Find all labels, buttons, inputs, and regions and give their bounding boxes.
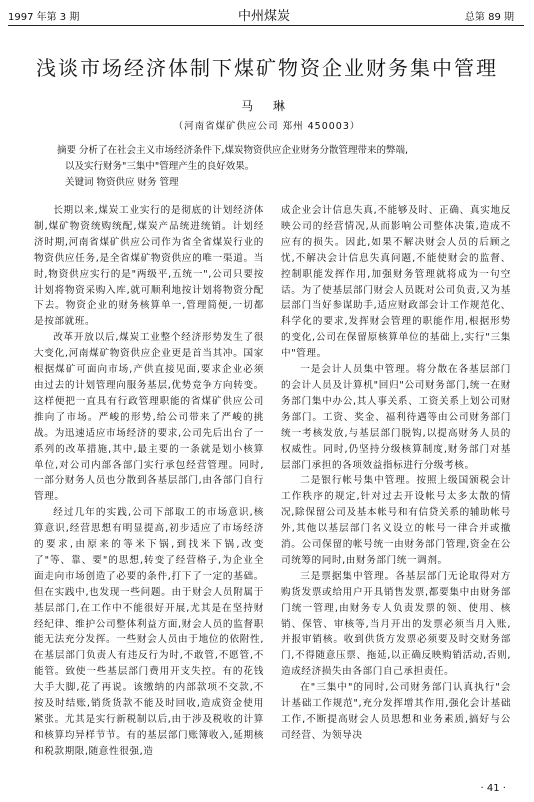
article-title: 浅谈市场经济体制下煤矿物资企业财务集中管理 — [36, 56, 498, 80]
paragraph: 一是会计人员集中管理。将分散在各基层部门的会计人员及计算机"回归"公司财务部门,统一在财务部门集中办公,其人事关系、工资关系上划公司财务部门。工资、奖金、福利待遇等由公司财务部门统一考核发放,与基层部门脱钩,以提高财务人员的权威性。同时,仍坚持分级核算制度,财务部门对基层部门承担的各项效益指标进行分级考核。 — [281, 364, 511, 471]
header-rule — [8, 25, 524, 26]
paragraph: 经过几年的实践,公司下部取工的市场意识,核算意识,经营思想有明显提高,初步适应了市场经济的要求,由原来的等米下锅,到找米下锅,改变了"等、靠、要"的思想,转变了经营格子,为企业全面走向市场创造了必要的条件,打下了一定的基础。但在实践中,也发现一些问题。由于财会人员附属于基层部门,在工作中不能很好开展,尤其是在坚持财经纪律、维护公司整体利益方面,财会人员的监督职能无法充分发挥。一些财会人员由于地位的依附性,在基层部门负责人有违反行为时,不敢管,不愿管,不能管。致使一些基层部门费用开支失控。有的花钱大手大脚,花了再说。该缴纳的内部款项不交款,不按及时结账,销货货款不能及时回收,造成资金使用紧张。尤其是实行新税制以后,由于涉及税收的计算和核算均异样节节。有的基层部门账簿收入,延期核和税款期限,随意性很强,造 — [34, 507, 264, 757]
page-number: · 41 · — [480, 783, 506, 794]
paragraph: 改革开放以后,煤炭工业整个经济形势发生了很大变化,河南煤矿物资供应企业更是首当其冲。国家根据煤矿可面向市场,产供直接见面,要求企业必须由过去的计划管理向服务基层,优势竞争方向转变。这样便把一直具有行政管理职能的省煤矿供应公司推向了市场。严峻的形势,给公司带来了严峻的挑战。为迅速适应市场经济的要求,公司先后出台了一系列的改革措施,其中,最主要的一条就是划小核算单位,对公司内部各部门实行承包经营管理。同时,一部分财务人员也分散到各基层部门,由各部门自行管理。 — [34, 332, 264, 503]
paragraph: 三是票据集中管理。各基层部门无论取得对方购货发票或给用户开具销售发票,都要集中由财务部门统一管理,由财务专人负责发票的领、使用、核销、保管、审核等,当月开出的发票必须当月入账,并报审销核。收到供货方发票必须要及时交财务部门,不得随意压票、拖延,以正确反映购销活动,否则,造成经济损失由各部门自己承担责任。 — [281, 570, 511, 678]
author-name: 马 琳 — [241, 99, 293, 113]
issue-label: 1997 年第 3 期 — [8, 12, 80, 23]
paragraph: 长期以来,煤炭工业实行的是彻底的计划经济体制,煤矿物资统购统配,煤炭产品统进统销。计划经济时期,河南省煤矿供应公司作为省全省煤炭行业的物资供应任务,是全省煤矿物资供应的唯一渠道。当时,物资供应实行的是"两级平,五统一",公司只要按计划将物资采购入库,就可顺利地按计划将物资分配下去。物资企业的财务核算单一,管理简便,一切都是按部就班。 — [34, 205, 264, 328]
left-column — [34, 203, 264, 760]
keywords: 关键词 物资供应 财务 管理 — [65, 177, 179, 188]
right-column — [281, 203, 511, 744]
author-affiliation: （河南省煤矿供应公司 郑州 450003） — [173, 121, 361, 132]
abstract-line: 以及实行财务"三集中"管理产生的良好效果。 — [65, 161, 255, 172]
running-header — [0, 0, 534, 28]
abstract-line: 摘要 分析了在社会主义市场经济条件下,煤炭物资供应企业财务分散管理带来的弊端, — [57, 145, 409, 156]
abstract — [57, 143, 487, 191]
paragraph: 成企业会计信息失真,不能够及时、正确、真实地反映公司的经营情况,从而影响公司整体决策,造成不应有的损失。因此,如果不解决财会人员的后顾之忧,不解决会计信息失真问题,不能使财会的监督、控制职能发挥作用,加强财务管理就将成为一句空话。为了使基层部门财会人员既对公司负责,又为基层部门当好参谋助手,适应财政部会计工作规范化、科学化的要求,发挥财会管理的职能作用,根据形势的变化,公司在保留原核算单位的基础上,实行"三集中"管理。 — [281, 205, 511, 360]
paragraph: 二是银行帐号集中管理。按照上级国颁税会计工作秩序的规定,针对过去开设帐号太多太散的情况,除保留公司及基本帐号和有信贷关系的辅助帐号外,其他以基层部门名义设立的帐号一律合并或撤消。公司保留的帐号统一由财务部门管理,资金在公司统筹的同时,由财务部门统一调剂。 — [281, 475, 511, 566]
journal-name: 中州煤炭 — [238, 9, 291, 24]
total-issue-label: 总第 89 期 — [464, 12, 514, 23]
paragraph: 在"三集中"的同时,公司财务部门认真执行"会计基础工作规范",充分发挥增其作用,强化会计基础工作,不断提高财会人员思想和业务素质,搞好与公司经营、为领导决 — [281, 682, 511, 741]
